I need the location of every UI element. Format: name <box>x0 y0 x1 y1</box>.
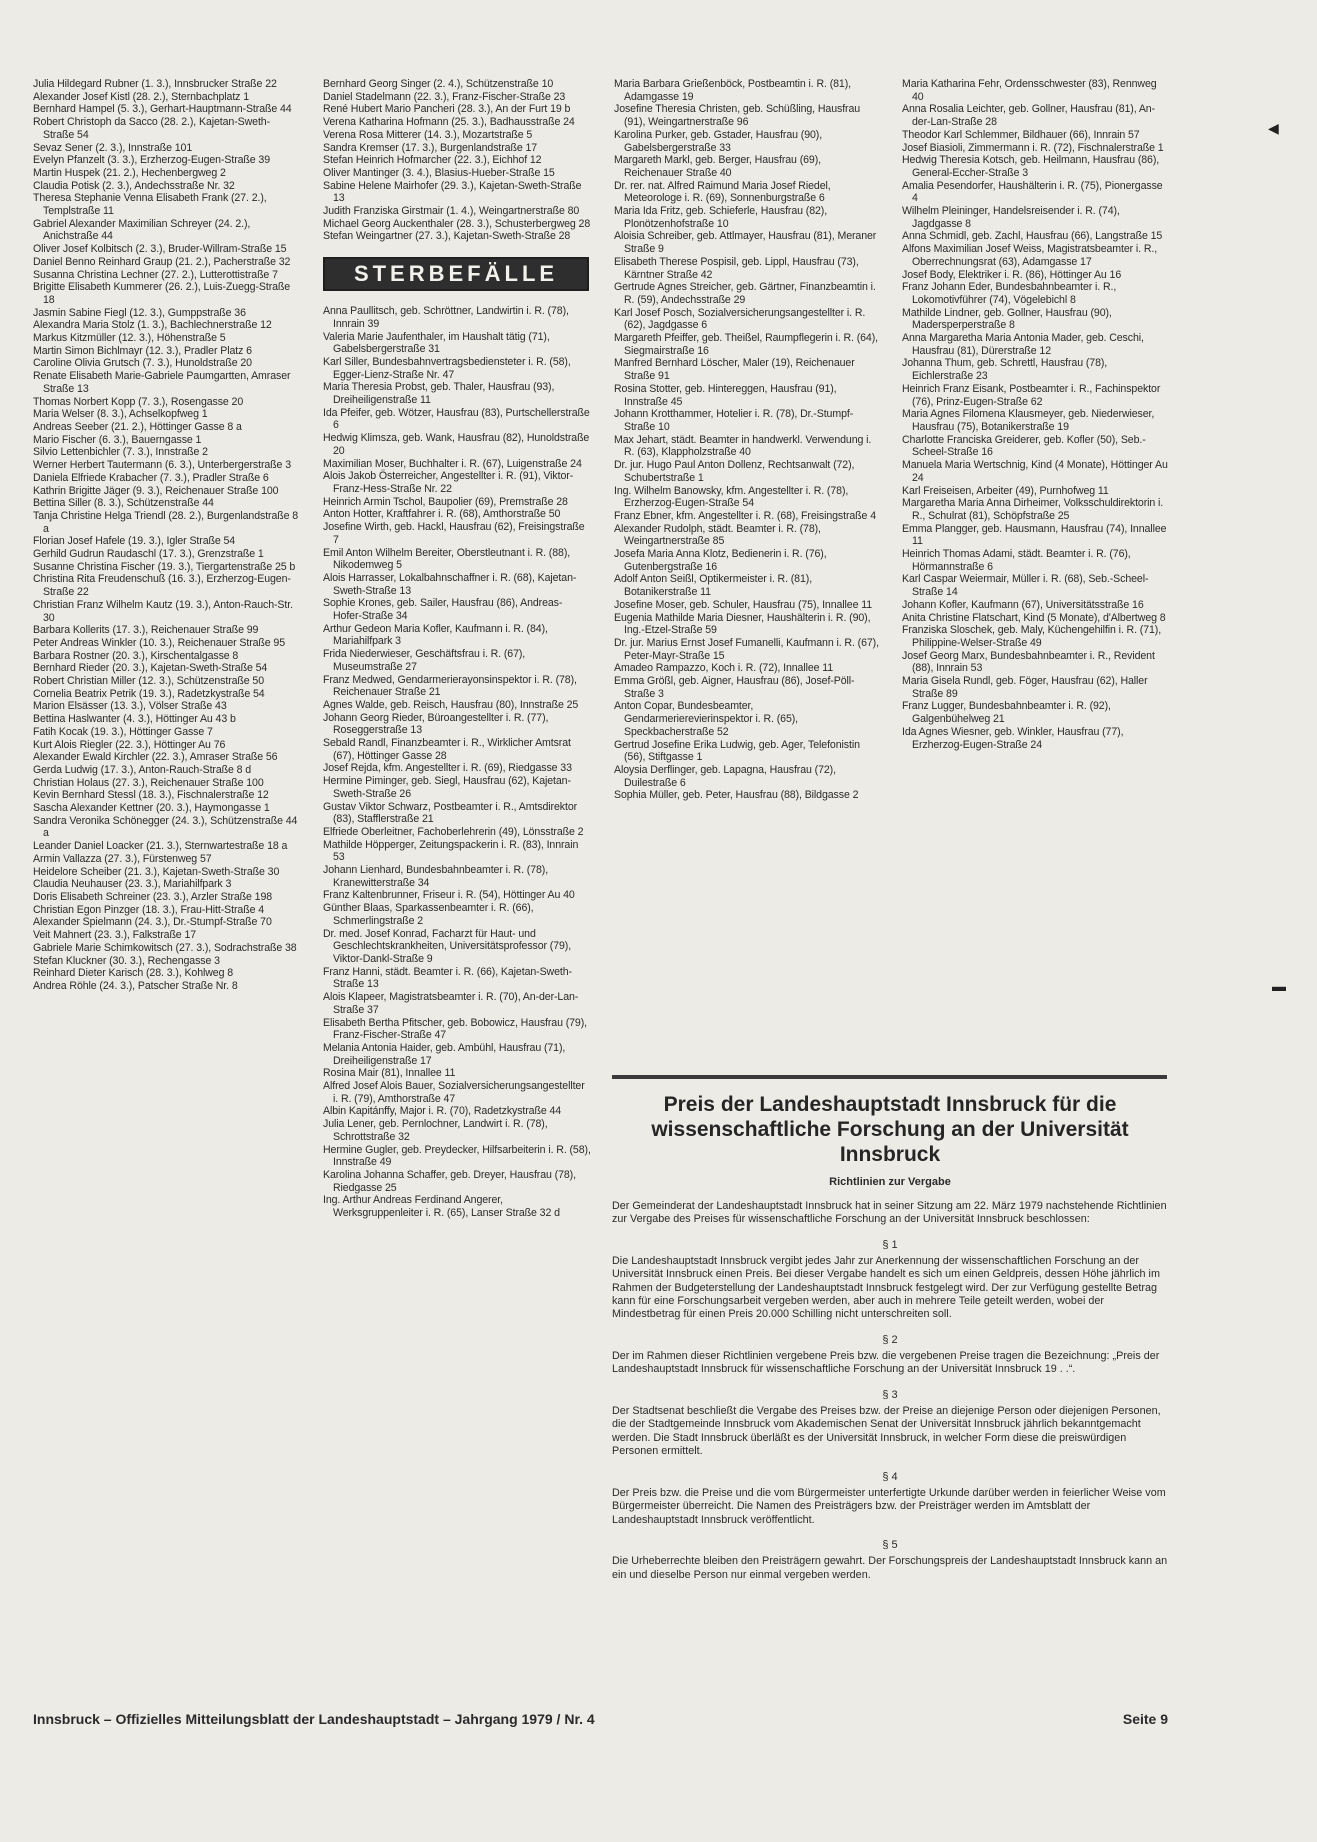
list-entry: Alexander Ewald Kirchler (22. 3.), Amraser Straße 56 <box>33 751 278 764</box>
list-entry: Franz Ebner, kfm. Angestellter i. R. (68), Freisingstraße 4 <box>614 509 876 522</box>
section-text: Die Urheberrechte bleiben den Preisträgern gewahrt. Der Forschungspreis der Landeshauptstadt Innsbruck kann an ein und dieselbe Person nur einmal vergeben werden. <box>612 1555 1168 1581</box>
list-entry: Julia Lener, geb. Pernlochner, Landwirt i. R. (78), Schrottstraße 32 <box>323 1118 548 1143</box>
prize-title: Preis der Landeshauptstadt Innsbruck für die wissenschaftliche Forschung an der Universität Innsbruck <box>651 1093 1129 1167</box>
list-entry: Cornelia Beatrix Petrik (19. 3.), Radetzkystraße 54 <box>33 687 265 700</box>
list-entry: Markus Kitzmüller (12. 3.), Höhenstraße 5 <box>33 332 226 345</box>
margin-mark-icon: ◀ <box>1268 120 1279 136</box>
list-entry: Dr. jur. Marius Ernst Josef Fumanelli, Kaufmann i. R. (67), Peter-Mayr-Straße 15 <box>614 636 879 662</box>
list-entry: Evelyn Pfanzelt (3. 3.), Erzherzog-Eugen-Straße 39 <box>33 154 271 167</box>
list-entry: Karl Freiseisen, Arbeiter (49), Purnhofweg 11 <box>902 484 1109 497</box>
list-entry: Alexandra Maria Stolz (1. 3.), Bachlechnerstraße 12 <box>33 319 272 332</box>
section-label: § 1 <box>882 1238 898 1251</box>
list-entry: Brigitte Elisabeth Kummerer (26. 2.), Luis-Zuegg-Straße 18 <box>33 281 291 306</box>
list-entry: Josefa Maria Anna Klotz, Bedienerin i. R. (76), Gutenbergstraße 16 <box>614 548 827 573</box>
list-entry: Elfriede Oberleitner, Fachoberlehrerin (49), Lönsstraße 2 <box>323 825 584 838</box>
list-entry: Stefan Weingartner (27. 3.), Kajetan-Sweth-Straße 28 <box>323 230 571 243</box>
list-entry: Theresa Stephanie Venna Elisabeth Frank (27. 2.), Templstraße 11 <box>33 192 267 218</box>
list-entry: Dr. rer. nat. Alfred Raimund Maria Josef Riedel, Meteorologe i. R. (69), Sonnenburgstraße 6 <box>614 179 831 205</box>
list-entry: Reinhard Dieter Karisch (28. 3.), Kohlweg 8 <box>33 967 234 980</box>
list-entry: Christian Franz Wilhelm Kautz (19. 3.), Anton-Rauch-Str. 30 <box>33 598 293 624</box>
list-entry: Bettina Haslwanter (4. 3.), Höttinger Au 43 b <box>33 713 236 726</box>
list-entry: Amalia Pesendorfer, Haushälterin i. R. (75), Pionergasse 4 <box>902 179 1163 205</box>
list-entry: Christian Egon Pinzger (18. 3.), Frau-Hitt-Straße 4 <box>33 903 264 916</box>
list-entry: Heinrich Armin Tschol, Baupolier (69), Premstraße 28 <box>323 495 568 508</box>
list-entry: Kevin Bernhard Stessl (18. 3.), Fischnalerstraße 12 <box>33 789 269 802</box>
deaths-column-3 <box>614 78 880 802</box>
footer-publication: Innsbruck – Offizielles Mitteilungsblatt der Landeshauptstadt – Jahrgang 1979 / Nr. 4 <box>33 1711 595 1727</box>
list-entry: Gabriel Alexander Maximilian Schreyer (24. 2.), Anichstraße 44 <box>33 217 251 243</box>
list-entry: Barbara Kollerits (17. 3.), Reichenauer Straße 99 <box>33 624 259 637</box>
list-entry: Gerda Ludwig (17. 3.), Anton-Rauch-Straße 8 d <box>33 763 252 776</box>
list-entry: Veit Mahnert (23. 3.), Falkstraße 17 <box>33 929 197 942</box>
column-2 <box>323 78 591 1220</box>
list-entry: Kathrin Brigitte Jäger (9. 3.), Reichenauer Straße 100 <box>33 484 279 497</box>
list-entry: Thomas Norbert Kopp (7. 3.), Rosengasse 20 <box>33 395 244 408</box>
section-divider <box>612 1075 1167 1079</box>
list-entry: Ing. Arthur Andreas Ferdinand Angerer, Werksgruppenleiter i. R. (65), Lanser Straße 32 d <box>323 1194 560 1220</box>
list-entry: Franz Kaltenbrunner, Friseur i. R. (54), Höttinger Au 40 <box>323 889 575 902</box>
list-entry: Anton Hotter, Kraftfahrer i. R. (68), Amthorstraße 50 <box>323 508 561 521</box>
list-entry: Maria Agnes Filomena Klausmeyer, geb. Niederwieser, Hausfrau (75), Botanikerstraße 19 <box>902 408 1155 433</box>
section-text: Der Preis bzw. die Preise und die vom Bürgermeister unterfertigte Urkunde darüber werden in feierlicher Weise vom Bürgermeister überreicht. Die Namen des Preisträgers bzw. der Preisträger werden im Amtsblatt der Landeshauptstadt Innsbruck veröffentlicht. <box>612 1486 1166 1526</box>
margin-mark-icon: ▬ <box>1272 978 1286 994</box>
list-entry: Martin Simon Bichlmayr (12. 3.), Pradler Platz 6 <box>33 344 252 357</box>
list-entry: Sandra Kremser (17. 3.), Burgenlandstraße 17 <box>323 141 538 154</box>
list-entry: Anna Paullitsch, geb. Schröttner, Landwirtin i. R. (78), Innrain 39 <box>323 305 569 330</box>
list-entry: Gertrud Josefine Erika Ludwig, geb. Ager, Telefonistin (56), Stiftgasse 1 <box>614 738 860 764</box>
deaths-heading: STERBEFÄLLE <box>323 257 589 291</box>
list-entry: Aloysia Derflinger, geb. Lapagna, Hausfrau (72), Duilestraße 6 <box>614 763 836 789</box>
list-entry: Gertrude Agnes Streicher, geb. Gärtner, Finanzbeamtin i. R. (59), Andechsstraße 29 <box>614 281 876 306</box>
list-entry: Johanna Thum, geb. Schrettl, Hausfrau (78), Eichlerstraße 23 <box>902 357 1108 383</box>
section-label: § 5 <box>882 1539 898 1552</box>
list-entry: Barbara Rostner (20. 3.), Kirschentalgasse 8 <box>33 649 239 662</box>
list-entry: Franz Medwed, Gendarmerierayonsinspektor i. R. (78), Reichenauer Straße 21 <box>323 673 577 699</box>
list-entry: Claudia Neuhauser (23. 3.), Mariahilfpark 3 <box>33 878 232 891</box>
list-entry: Daniela Elfriede Krabacher (7. 3.), Pradler Straße 6 <box>33 471 269 484</box>
list-entry: Verena Rosa Mitterer (14. 3.), Mozartstraße 5 <box>323 128 533 141</box>
list-entry: Alfons Maximilian Josef Weiss, Magistratsbeamter i. R., Oberrechnungsrat (63), Adamgasse 17 <box>902 243 1158 268</box>
list-entry: Jasmin Sabine Fiegl (12. 3.), Gumppstraße 36 <box>33 306 246 319</box>
list-entry: Kurt Alois Riegler (22. 3.), Höttinger Au 76 <box>33 738 226 751</box>
list-entry: Agnes Walde, geb. Reisch, Hausfrau (80), Innstraße 25 <box>323 698 579 711</box>
list-entry: Renate Elisabeth Marie-Gabriele Paumgartten, Amraser Straße 13 <box>33 370 291 395</box>
list-entry: Alexander Rudolph, städt. Beamter i. R. (78), Weingartnerstraße 85 <box>614 522 821 548</box>
list-entry: Ida Agnes Wiesner, geb. Winkler, Hausfrau (77), Erzherzog-Eugen-Straße 24 <box>902 725 1124 751</box>
list-entry: Maria Ida Fritz, geb. Schieferle, Hausfrau (82), Plonötzenhofstraße 10 <box>614 205 828 230</box>
list-entry: Susanne Christina Fischer (19. 3.), Tiergartenstraße 25 b <box>33 560 296 573</box>
list-entry: Josef Georg Marx, Bundesbahnbeamter i. R., Revident (88), Innrain 53 <box>902 649 1155 675</box>
list-entry: Anna Schmidl, geb. Zachl, Hausfrau (66), Langstraße 15 <box>902 230 1163 243</box>
list-entry: Susanna Christina Lechner (27. 2.), Lutterottistraße 7 <box>33 268 278 281</box>
list-entry: Karl Caspar Weiermair, Müller i. R. (68), Seb.-Scheel-Straße 14 <box>902 573 1149 599</box>
list-entry: Maria Welser (8. 3.), Achselkopfweg 1 <box>33 408 208 421</box>
list-entry: Doris Elisabeth Schreiner (23. 3.), Arzler Straße 198 <box>33 891 273 903</box>
list-entry: Rosina Mair (81), Innallee 11 <box>323 1067 456 1080</box>
list-entry: Verena Katharina Hofmann (25. 3.), Badhausstraße 24 <box>323 116 575 129</box>
list-entry: Sophie Krones, geb. Sailer, Hausfrau (86), Andreas-Hofer-Straße 34 <box>323 597 563 623</box>
list-entry: Johann Georg Rieder, Büroangestellter i. R. (77), Roseggerstraße 13 <box>323 711 549 737</box>
list-entry: Claudia Potisk (2. 3.), Andechsstraße Nr. 32 <box>33 179 235 192</box>
list-entry: Daniel Stadelmann (22. 3.), Franz-Fischer-Straße 23 <box>323 90 566 103</box>
births-column-1 <box>33 78 301 993</box>
prize-intro: Der Gemeinderat der Landeshauptstadt Innsbruck hat in seiner Sitzung am 22. März 1979 nachstehende Richtlinien zur Vergabe des Preises für wissenschaftliche Forschung an der Universität Innsbruck beschlossen: <box>612 1199 1167 1226</box>
list-entry: Michael Georg Auckenthaler (28. 3.), Schusterbergweg 28 <box>323 217 591 230</box>
list-entry: Karolina Purker, geb. Gstader, Hausfrau (90), Gabelsbergerstraße 33 <box>614 128 823 154</box>
list-entry: Valeria Marie Jaufenthaler, im Haushalt tätig (71), Gabelsbergerstraße 31 <box>323 330 550 356</box>
list-entry: Mathilde Lindner, geb. Gollner, Hausfrau (90), Madersperperstraße 8 <box>902 306 1112 332</box>
list-entry: Christian Holaus (27. 3.), Reichenauer Straße 100 <box>33 776 264 789</box>
list-entry: Hermine Piminger, geb. Siegl, Hausfrau (62), Kajetan-Sweth-Straße 26 <box>323 775 571 800</box>
list-entry: Gerhild Gudrun Raudaschl (17. 3.), Grenzstraße 1 <box>33 548 264 561</box>
list-entry: Franz Lugger, Bundesbahnbeamter i. R. (92), Galgenbühelweg 21 <box>902 700 1111 726</box>
list-entry: Judith Franziska Girstmair (1. 4.), Weingartnerstraße 80 <box>323 205 580 218</box>
prize-article <box>612 1092 1168 1586</box>
list-entry: Hedwig Theresia Kotsch, geb. Heilmann, Hausfrau (86), General-Eccher-Straße 3 <box>902 154 1160 179</box>
list-entry: Robert Christian Miller (12. 3.), Schützenstraße 50 <box>33 675 264 688</box>
list-entry: Albin Kapitánffy, Major i. R. (70), Radetzkystraße 44 <box>323 1105 562 1118</box>
list-entry: Josef Biasioli, Zimmermann i. R. (72), Fischnalerstraße 1 <box>902 141 1164 154</box>
list-entry: Elisabeth Bertha Pfitscher, geb. Bobowicz, Hausfrau (79), Franz-Fischer-Straße 47 <box>323 1016 587 1042</box>
list-entry: Silvio Lettenbichler (7. 3.), Innstraße 2 <box>33 446 208 459</box>
list-entry: Anita Christine Flatschart, Kind (5 Monate), d'Albertweg 8 <box>902 611 1166 624</box>
list-entry: Sascha Alexander Kettner (20. 3.), Haymongasse 1 <box>33 802 270 815</box>
list-entry: René Hubert Mario Pancheri (28. 3.), An der Furt 19 b <box>323 103 571 116</box>
list-entry: Elisabeth Therese Pospisil, geb. Lippl, Hausfrau (73), Kärntner Straße 42 <box>614 255 859 281</box>
list-entry: Werner Herbert Tautermann (6. 3.), Unterbergerstraße 3 <box>33 459 291 472</box>
section-text: Der Stadtsenat beschließt die Vergabe des Preises bzw. der Preise an diejenige Person oder diejenigen Personen, die der Stadtgemeinde Innsbruck vom Akademischen Senat der Universität Innsbruck jährlich bekanntgemacht werden. Die Stadt Innsbruck überläßt es der Universität Innsbruck, in welcher Form diese die preiswürdigen Personen ermittelt. <box>612 1404 1161 1458</box>
list-entry: Rosina Stotter, geb. Hintereggen, Hausfrau (91), Innstraße 45 <box>614 382 837 408</box>
list-entry: Karolina Johanna Schaffer, geb. Dreyer, Hausfrau (78), Riedgasse 25 <box>323 1168 576 1194</box>
list-entry: Franz Johann Eder, Bundesbahnbeamter i. R., Lokomotivführer (74), Vögelebichl 8 <box>902 281 1117 306</box>
list-entry: Anna Rosalia Leichter, geb. Gollner, Hausfrau (81), An-der-Lan-Straße 28 <box>902 103 1156 129</box>
list-entry: Sevaz Sener (2. 3.), Innstraße 101 <box>33 141 193 154</box>
list-entry: Bernhard Georg Singer (2. 4.), Schützenstraße 10 <box>323 78 554 90</box>
list-entry: Sandra Veronika Schönegger (24. 3.), Schützenstraße 44 a <box>33 814 298 840</box>
list-entry: Bernhard Rieder (20. 3.), Kajetan-Sweth-Straße 54 <box>33 662 268 675</box>
list-entry: Alois Jakob Österreicher, Angestellter i. R. (91), Viktor-Franz-Hess-Straße Nr. 22 <box>323 470 574 495</box>
list-entry: Martin Huspek (21. 2.), Hechenbergweg 2 <box>33 166 226 179</box>
list-entry: Margareth Pfeiffer, geb. Theißel, Raumpflegerin i. R. (64), Siegmairstraße 16 <box>614 332 878 357</box>
section-text: Die Landeshauptstadt Innsbruck vergibt jedes Jahr zur Anerkennung der wissenschaftlichen Forschung an der Universität Innsbruck einen Preis. Bei dieser Vergabe handelt es sich um einen Geldpreis, dessen Höhe jährlich im Rahmen der Budgeterstellung der Landeshauptstadt Innsbruck festgelegt wird. Der zur Verfügung gestellte Betrag kann für eine Forschungsarbeit vergeben werden, aber auch in mehrere Teile geteilt werden, wobei der Mindestbetrag für einen Preis 20.000 Schilling nicht unterschreiten soll. <box>612 1254 1160 1321</box>
list-entry: Marion Elsässer (13. 3.), Völser Straße 43 <box>33 700 227 713</box>
list-entry: Julia Hildegard Rubner (1. 3.), Innsbrucker Straße 22 <box>33 78 277 90</box>
list-entry: Frida Niederwieser, Geschäftsfrau i. R. (67), Museumstraße 27 <box>323 648 526 673</box>
deaths-list-1 <box>323 305 591 1220</box>
list-entry: Florian Josef Hafele (19. 3.), Igler Straße 54 <box>33 535 236 548</box>
list-entry: Johann Kofler, Kaufmann (67), Universitätsstraße 16 <box>902 598 1144 611</box>
list-entry: Josef Body, Elektriker i. R. (86), Höttinger Au 16 <box>902 268 1122 281</box>
list-entry: Mathilde Höpperger, Zeitungspackerin i. R. (83), Innrain 53 <box>323 838 579 864</box>
list-entry: Franziska Sloschek, geb. Maly, Küchengehilfin i. R. (71), Philippine-Welser-Straße 49 <box>902 624 1162 649</box>
list-entry: Robert Christoph da Sacco (28. 2.), Kajetan-Sweth-Straße 54 <box>33 116 271 141</box>
section-text: Der im Rahmen dieser Richtlinien vergebene Preis bzw. die vergebenen Preise tragen die Bezeichnung: „Preis der Landeshauptstadt Innsbruck für wissenschaftliche Forschung an der Universität Innsbruck 19 . .“. <box>612 1349 1160 1376</box>
list-entry: Oliver Mantinger (3. 4.), Blasius-Hueber-Straße 15 <box>323 166 555 179</box>
list-entry: Manfred Bernhard Löscher, Maler (19), Reichenauer Straße 91 <box>614 357 855 383</box>
list-entry: Heinrich Thomas Adami, städt. Beamter i. R. (76), Hörmannstraße 6 <box>902 548 1131 573</box>
prize-sections <box>612 1239 1168 1583</box>
list-entry: Dr. med. Josef Konrad, Facharzt für Haut- und Geschlechtskrankheiten, Universitätsprofessor (79), Viktor-Dankl-Straße 9 <box>323 927 572 965</box>
list-entry: Johann Krotthammer, Hotelier i. R. (78), Dr.-Stumpf-Straße 10 <box>614 408 854 433</box>
list-entry: Eugenia Mathilde Maria Diesner, Haushälterin i. R. (90), Ing.-Etzel-Straße 59 <box>614 611 871 637</box>
list-entry: Ida Pfeifer, geb. Wötzer, Hausfrau (83), Purtschellerstraße 6 <box>323 406 590 432</box>
list-entry: Franz Hanni, städt. Beamter i. R. (66), Kajetan-Sweth-Straße 13 <box>323 965 572 991</box>
list-entry: Josefine Theresia Christen, geb. Schüßling, Hausfrau (91), Weingartnerstraße 96 <box>614 103 861 129</box>
list-entry: Josefine Moser, geb. Schuler, Hausfrau (75), Innallee 11 <box>614 598 873 611</box>
list-entry: Stefan Kluckner (30. 3.), Rechengasse 3 <box>33 954 220 967</box>
list-entry: Maria Theresia Probst, geb. Thaler, Hausfrau (93), Dreiheiligenstraße 11 <box>323 381 555 407</box>
list-entry: Bettina Siller (8. 3.), Schützenstraße 44 <box>33 497 214 510</box>
list-entry: Manuela Maria Wertschnig, Kind (4 Monate), Höttinger Au 24 <box>902 459 1168 484</box>
section-label: § 4 <box>882 1470 898 1483</box>
list-entry: Leander Daniel Loacker (21. 3.), Sternwartestraße 18 a <box>33 840 288 853</box>
list-entry: Sebald Randl, Finanzbeamter i. R., Wirklicher Amtsrat (67), Höttinger Gasse 28 <box>323 737 571 762</box>
list-entry: Tanja Christine Helga Triendl (28. 2.), Burgenlandstraße 8 a <box>33 509 299 535</box>
list-entry: Alexander Josef Kistl (28. 2.), Sternbachplatz 1 <box>33 90 250 103</box>
list-entry: Josef Rejda, kfm. Angestellter i. R. (69), Riedgasse 33 <box>323 762 572 775</box>
list-entry: Maria Gisela Rundl, geb. Föger, Hausfrau (62), Haller Straße 89 <box>902 675 1148 700</box>
page-number: Seite 9 <box>1122 1711 1168 1727</box>
section-label: § 3 <box>882 1388 898 1401</box>
list-entry: Alfred Josef Alois Bauer, Sozialversicherungsangestellter i. R. (79), Amthorstraße 47 <box>323 1080 585 1105</box>
list-entry: Anna Margaretha Maria Antonia Mader, geb. Ceschi, Hausfrau (81), Dürerstraße 12 <box>902 332 1144 357</box>
list-entry: Emil Anton Wilhelm Bereiter, Oberstleutnant i. R. (88), Nikodemweg 5 <box>323 546 571 572</box>
list-entry: Josefine Wirth, geb. Hackl, Hausfrau (62), Freisingstraße 7 <box>323 521 585 546</box>
list-entry: Maximilian Moser, Buchhalter i. R. (67), Luigenstraße 24 <box>323 457 582 470</box>
prize-subtitle: Richtlinien zur Vergabe <box>829 1175 951 1188</box>
list-entry: Mario Fischer (6. 3.), Bauerngasse 1 <box>33 433 202 446</box>
list-entry: Caroline Olivia Grutsch (7. 3.), Hunoldstraße 20 <box>33 357 252 370</box>
list-entry: Maria Katharina Fehr, Ordensschwester (83), Rennweg 40 <box>902 78 1157 103</box>
list-entry: Anton Copar, Bundesbeamter, Gendarmerierevierinspektor i. R. (65), Speckbacherstraße 52 <box>614 700 799 738</box>
list-entry: Alois Klapeer, Magistratsbeamter i. R. (70), An-der-Lan-Straße 37 <box>323 991 579 1016</box>
list-entry: Hedwig Klimsza, geb. Wank, Hausfrau (82), Hunoldstraße 20 <box>323 432 590 457</box>
list-entry: Wilhelm Pleininger, Handelsreisender i. R. (74), Jagdgasse 8 <box>902 205 1120 230</box>
list-entry: Dr. jur. Hugo Paul Anton Dollenz, Rechtsanwalt (72), Schubertstraße 1 <box>614 459 855 484</box>
list-entry: Peter Andreas Winkler (10. 3.), Reichenauer Straße 95 <box>33 636 286 649</box>
list-entry: Sabine Helene Mairhofer (29. 3.), Kajetan-Sweth-Straße 13 <box>323 179 582 205</box>
list-entry: Stefan Heinrich Hofmarcher (22. 3.), Eichhof 12 <box>323 154 542 167</box>
list-entry: Bernhard Hampel (5. 3.), Gerhart-Hauptmann-Straße 44 <box>33 103 292 116</box>
list-entry: Karl Siller, Bundesbahnvertragsbediensteter i. R. (58), Egger-Lienz-Straße Nr. 47 <box>323 355 571 381</box>
births-column-2 <box>323 78 591 243</box>
list-entry: Ing. Wilhelm Banowsky, kfm. Angestellter i. R. (78), Erzherzog-Eugen-Straße 54 <box>614 484 849 510</box>
list-entry: Fatih Kocak (19. 3.), Höttinger Gasse 7 <box>33 725 213 738</box>
list-entry: Aloisia Schreiber, geb. Attlmayer, Hausfrau (81), Meraner Straße 9 <box>614 230 877 256</box>
list-entry: Maria Barbara Grießenböck, Postbeamtin i. R. (81), Adamgasse 19 <box>614 78 851 103</box>
list-entry: Heidelore Scheiber (21. 3.), Kajetan-Sweth-Straße 30 <box>33 865 280 878</box>
list-entry: Günther Blaas, Sparkassenbeamter i. R. (66), Schmerlingstraße 2 <box>323 902 534 927</box>
list-entry: Gabriele Marie Schimkowitsch (27. 3.), Sodrachstraße 38 <box>33 941 297 954</box>
page-footer <box>33 1711 1168 1727</box>
list-entry: Margaretha Maria Anna Dirheimer, Volksschuldirektorin i. R., Schulrat (81), Schöpfstraße 25 <box>902 497 1164 522</box>
list-entry: Andreas Seeber (21. 2.), Höttinger Gasse 8 a <box>33 420 242 433</box>
list-entry: Daniel Benno Reinhard Graup (21. 2.), Pacherstraße 32 <box>33 255 291 268</box>
list-entry: Karl Josef Posch, Sozialversicherungsangestellter i. R. (62), Jagdgasse 6 <box>614 306 866 332</box>
list-entry: Armin Vallazza (27. 3.), Fürstenweg 57 <box>33 852 212 865</box>
list-entry: Arthur Gedeon Maria Kofler, Kaufmann i. R. (84), Mariahilfpark 3 <box>323 622 548 648</box>
list-entry: Andrea Röhle (24. 3.), Patscher Straße Nr. 8 <box>33 979 238 992</box>
list-entry: Theodor Karl Schlemmer, Bildhauer (66), Innrain 57 <box>902 128 1140 141</box>
list-entry: Oliver Josef Kolbitsch (2. 3.), Bruder-Willram-Straße 15 <box>33 243 287 256</box>
list-entry: Heinrich Franz Eisank, Postbeamter i. R., Fachinspektor (76), Prinz-Eugen-Straße 62 <box>902 382 1161 408</box>
list-entry: Emma Größl, geb. Aigner, Hausfrau (86), Josef-Pöll-Straße 3 <box>614 675 855 700</box>
list-entry: Max Jehart, städt. Beamter in handwerkl. Verwendung i. R. (63), Klappholzstraße 40 <box>614 433 872 459</box>
list-entry: Amadeo Rampazzo, Koch i. R. (72), Innallee 11 <box>614 662 834 675</box>
list-entry: Alexander Spielmann (24. 3.), Dr.-Stumpf-Straße 70 <box>33 916 272 929</box>
list-entry: Christina Rita Freudenschuß (16. 3.), Erzherzog-Eugen-Straße 22 <box>33 573 291 599</box>
list-entry: Gustav Viktor Schwarz, Postbeamter i. R., Amtsdirektor (83), Stafflerstraße 21 <box>323 800 578 826</box>
list-entry: Hermine Gugler, geb. Preydecker, Hilfsarbeiterin i. R. (58), Innstraße 49 <box>323 1143 591 1169</box>
list-entry: Sophia Müller, geb. Peter, Hausfrau (88), Bildgasse 2 <box>614 789 859 802</box>
list-entry: Charlotte Franciska Greiderer, geb. Kofler (50), Seb.-Scheel-Straße 16 <box>902 433 1146 459</box>
list-entry: Adolf Anton Seißl, Optikermeister i. R. (81), Botanikerstraße 11 <box>614 573 813 599</box>
list-entry: Emma Plangger, geb. Hausmann, Hausfrau (74), Innallee 11 <box>902 522 1167 548</box>
section-label: § 2 <box>882 1333 898 1346</box>
list-entry: Alois Harrasser, Lokalbahnschaffner i. R. (68), Kajetan-Sweth-Straße 13 <box>323 571 577 597</box>
list-entry: Margareth Markl, geb. Berger, Hausfrau (69), Reichenauer Straße 40 <box>614 154 821 179</box>
list-entry: Melania Antonia Haider, geb. Ambühl, Hausfrau (71), Dreiheiligenstraße 17 <box>323 1041 566 1067</box>
list-entry: Johann Lienhard, Bundesbahnbeamter i. R. (78), Kranewitterstraße 34 <box>323 864 549 889</box>
deaths-column-4 <box>902 78 1168 751</box>
